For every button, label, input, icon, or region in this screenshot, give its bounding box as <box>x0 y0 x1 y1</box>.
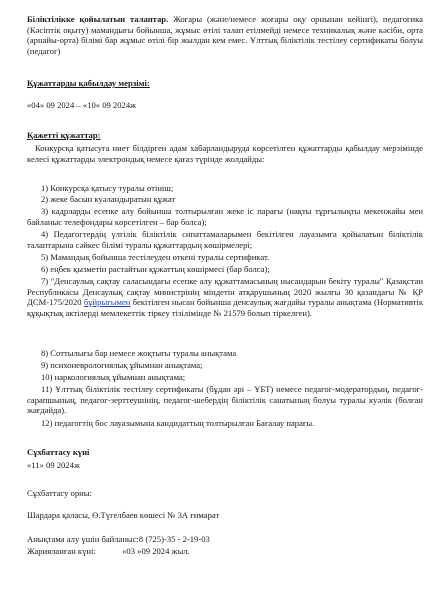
venue-address: Шардара қаласы, Ө.Түгелбаев көшесі № 3А ғимарат <box>27 510 220 520</box>
requirements-paragraph <box>27 14 423 56</box>
document-item-4: 4) Педагогтердің үлгілік біліктілік сипаттамаларымен бекітілген лауазымға қойылатын біліктілік талаптарына сәйкес білімі туралы құжаттардың көшірмелері; <box>27 229 423 250</box>
document-item-2: 2) жеке басын куәландыратын құжат <box>41 194 176 204</box>
published-date: «03 »09 2024 жыл. <box>122 546 190 556</box>
acceptance-heading: Құжаттарды қабылдау мерзімі: <box>27 78 150 88</box>
acceptance-period: «04» 09 2024 – «10» 09 2024ж <box>27 100 137 110</box>
document-item-3: 3) кадрларды есепке алу бойынша толтырылған жеке іс парағы (нақты тұрғылықты мекенжайы мен байланыс телефондары көрсетілген – бар болса); <box>27 206 423 227</box>
contact-phone: Анықтама алу үшін байланыс:8 (725)-35 - 2-19-03 <box>27 534 210 544</box>
document-item-7-prefix: 7) "Денсаулық сақтау саласындағы есепке алу құжаттамасының нысандарын бекіту туралы" Қазақстан Республикасы Денсаулық сақтау министрінің міндетін атқарушының 2020 жылғы 30 қазандағы № ҚР ДСМ-175/2020 <box>27 276 423 308</box>
interview-date: «11» 09 2024ж <box>27 460 80 470</box>
published-line <box>27 546 423 557</box>
document-item-12: 12) педагогтің бос лауазымына кандидаттың толтырылған Бағалау парағы. <box>41 418 315 428</box>
document-item-8: 8) Соттылығы бар немесе жоқтығы туралы анықтама <box>41 348 237 358</box>
requirements-heading: Біліктілікке қойылатын талаптар. <box>27 14 169 24</box>
interview-heading: Сұхбаттасу күні <box>27 447 90 457</box>
document-item-6: 6) еңбек қызметін растайтын құжаттың көшірмесі (бар болса); <box>41 264 270 274</box>
document-item-1: 1) Конкурсқа қатысу туралы өтініш; <box>41 183 174 193</box>
document-item-9: 9) психоневрологиялық ұйымнан анықтама; <box>41 360 203 370</box>
documents-heading: Қажетті құжаттар: <box>27 130 101 140</box>
published-label: Жарияланған күні: <box>27 546 96 556</box>
document-item-7-suffix: бекітілген нысан бойынша денсаулық жағдайы туралы анықтама (Нормативтік құқықтық актілерді мемлекеттік тіркеу тізілімінде № 21579 болып тіркелген). <box>27 297 423 318</box>
venue-heading: Сұхбаттасу орны: <box>27 488 92 498</box>
documents-intro: Конкурсқа қатысуға ниет білдірген адам хабарландыруда көрсетілген құжаттарды қабылдау мерзімінде келесі құжаттарды электрондық немесе қағаз түрінде жолдайды: <box>27 143 423 164</box>
document-item-5: 5) Мамандық бойынша тестілеуден өткені туралы сертификат. <box>41 252 270 262</box>
requirements-body: Жоғары (және/немесе жоғары оқу орнынан кейінгі), педагогика (Кәсіптік оқыту) мамандығы бойынша, жұмыс өтілі талап етілмейді немесе техникалық және кәсіби, орта (арнайы-орта) білімі бар жұмыс өтілі бір жылдан кем емес. Ұлттық біліктілік тестілеу сертификаты болуы (педагог) <box>27 14 423 56</box>
document-item-11: 11) Ұлттық біліктілік тестілеу сертификаты (бұдан әрі – ҰБТ) немесе педагог-модератордың, педагог-сарапшының, педагог-зерттеушінің, педагог-шебердің біліктілік санатының болуы туралы куәлік (болған жағдайда). <box>27 384 423 416</box>
document-item-10: 10) наркологиялық ұйымнан анықтама; <box>41 372 186 382</box>
document-item-7 <box>27 276 423 318</box>
order-link[interactable]: бұйрығымен <box>83 297 131 308</box>
